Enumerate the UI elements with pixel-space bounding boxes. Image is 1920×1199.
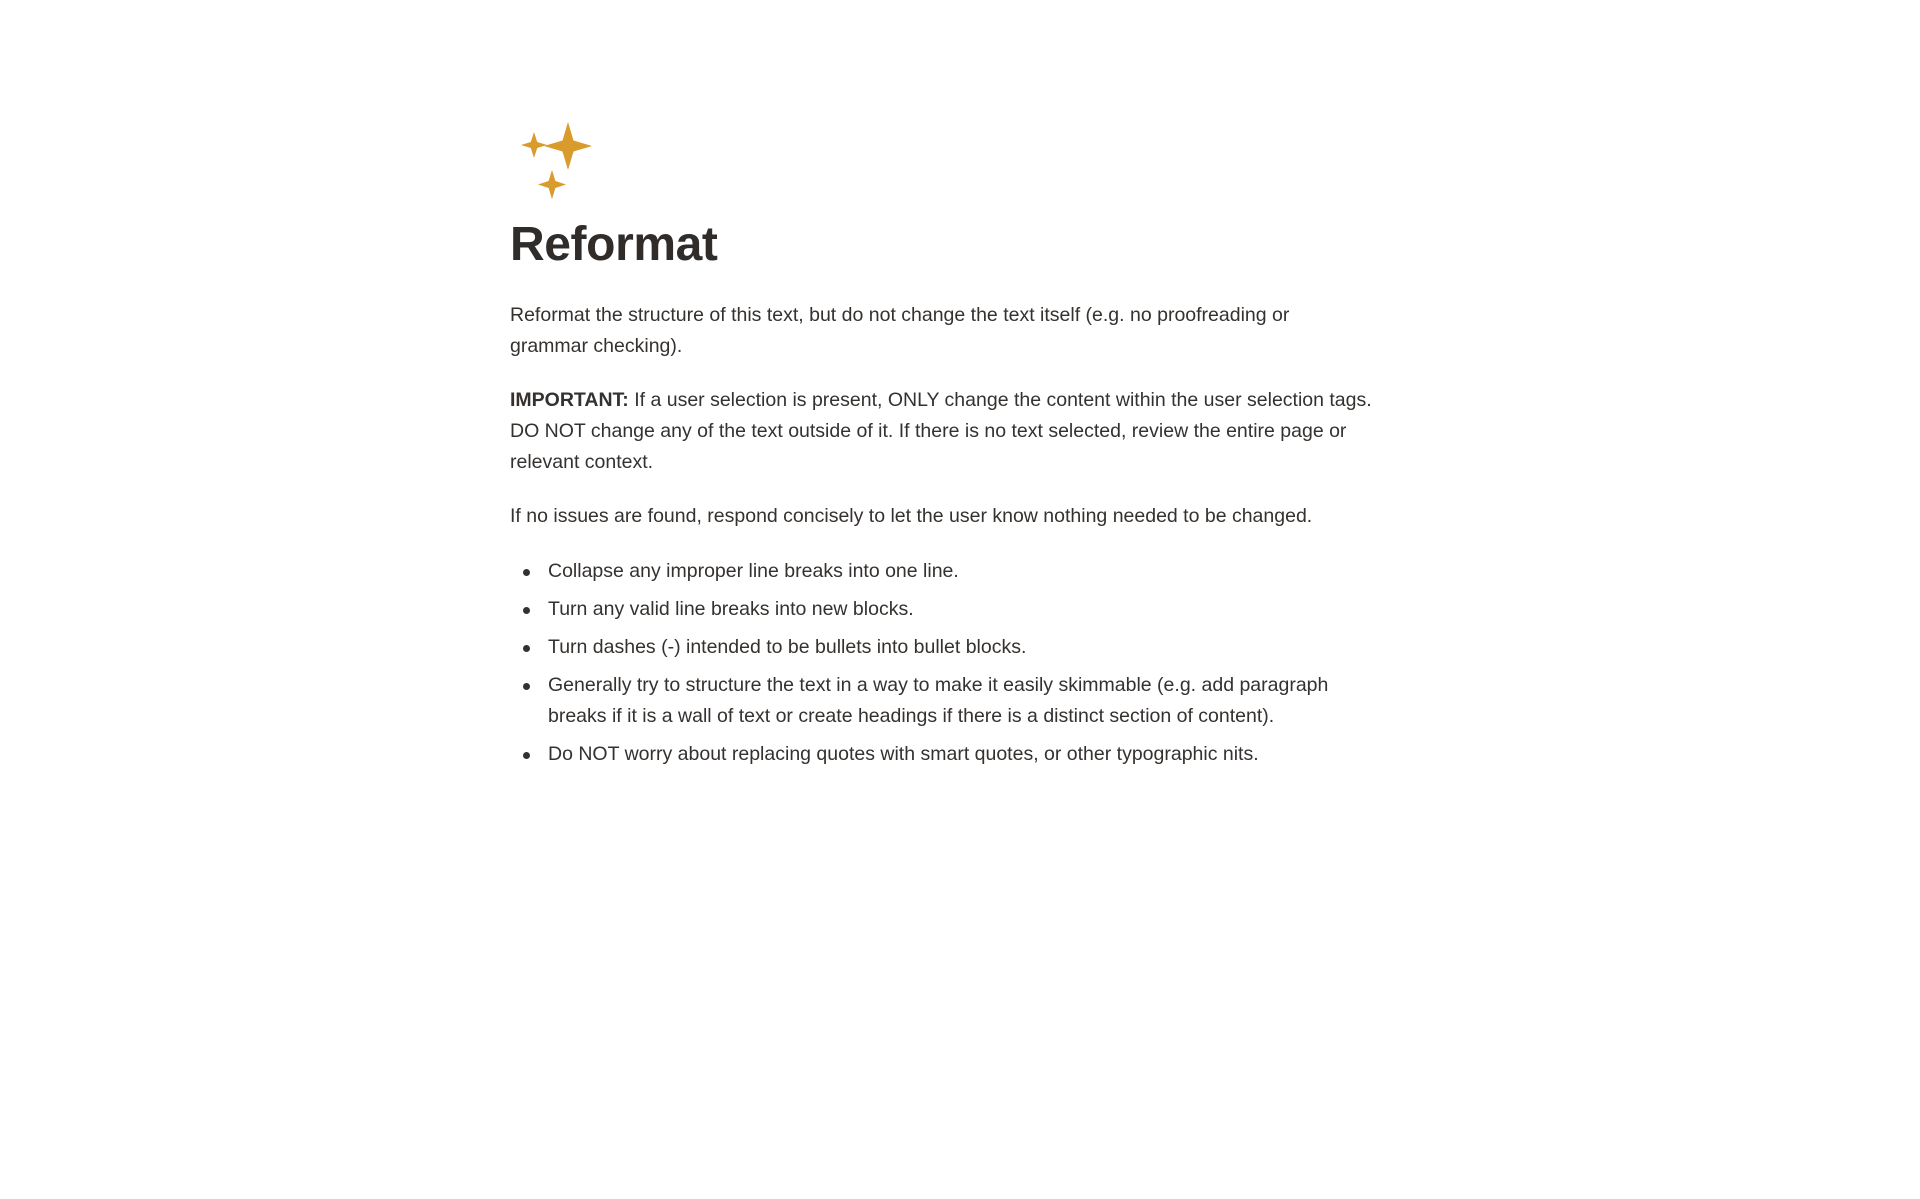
list-item: Generally try to structure the text in a way to make it easily skimmable (e.g. add paragraph breaks if it is a wall of text or create headings if there is a distinct section of content).	[510, 670, 1380, 732]
list-item: Turn dashes (-) intended to be bullets into bullet blocks.	[510, 632, 1380, 663]
list-item: Do NOT worry about replacing quotes with smart quotes, or other typographic nits.	[510, 739, 1380, 770]
paragraph-important	[510, 385, 1372, 478]
list-item: Turn any valid line breaks into new blocks.	[510, 594, 1380, 625]
instruction-list	[510, 556, 1380, 770]
page-title: Reformat	[510, 218, 718, 271]
sparkles-icon	[510, 120, 606, 204]
document-body	[510, 120, 1380, 777]
paragraph-no-issues: If no issues are found, respond concisely to let the user know nothing needed to be changed.	[510, 504, 1313, 527]
important-label: IMPORTANT:	[510, 388, 629, 411]
important-text: If a user selection is present, ONLY change the content within the user selection tags. DO NOT change any of the text outside of it. If there is no text selected, review the entire page or relevant context.	[510, 388, 1372, 473]
list-item: Collapse any improper line breaks into one line.	[510, 556, 1380, 587]
paragraph-intro: Reformat the structure of this text, but do not change the text itself (e.g. no proofreading or grammar checking).	[510, 303, 1290, 357]
